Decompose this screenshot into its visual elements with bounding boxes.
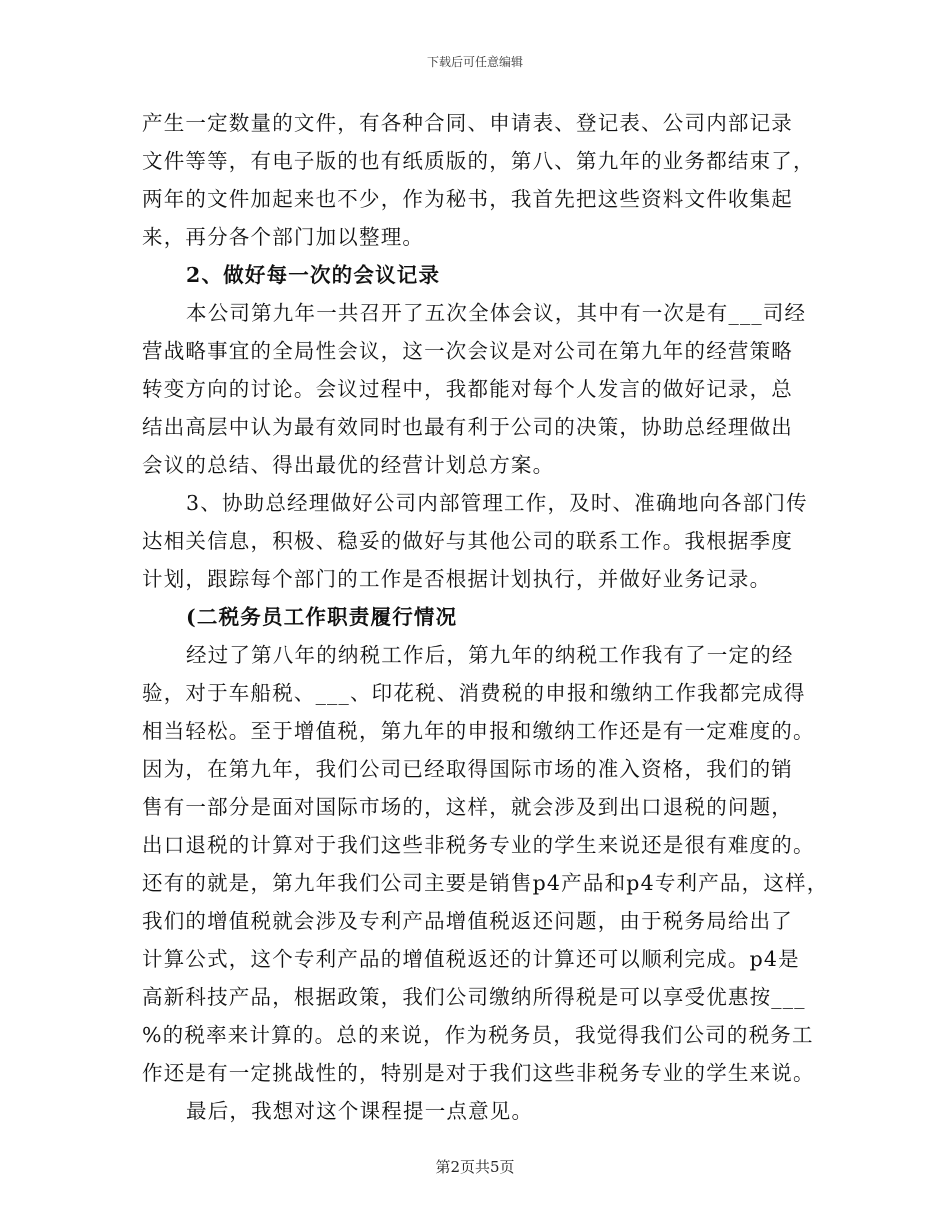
body-line: 结出高层中认为最有效同时也最有利于公司的决策，协助总经理做出 bbox=[142, 415, 793, 439]
body-line: 会议的总结、得出最优的经营计划总方案。 bbox=[142, 453, 555, 477]
body-line: 计划，跟踪每个部门的工作是否根据计划执行，并做好业务记录。 bbox=[142, 567, 772, 591]
body-line: 两年的文件加起来也不少，作为秘书，我首先把这些资料文件收集起 bbox=[142, 187, 793, 211]
body-line: 出口退税的计算对于我们这些非税务专业的学生来说还是很有难度的。 bbox=[142, 833, 815, 857]
body-line: 计算公式，这个专利产品的增值税返还的计算还可以顺利完成。p4是 bbox=[142, 947, 800, 971]
page-header-note: 下载后可任意编辑 bbox=[426, 55, 523, 69]
body-line: 本公司第九年一共召开了五次全体会议，其中有一次是有___司经 bbox=[186, 301, 807, 325]
section-heading-meeting-records: 2、做好每一次的会议记录 bbox=[186, 263, 441, 287]
body-line: 3、协助总经理做好公司内部管理工作，及时、准确地向各部门传 bbox=[186, 491, 808, 515]
body-line: 售有一部分是面对国际市场的，这样，就会涉及到出口退税的问题， bbox=[142, 795, 793, 819]
body-line: %的税率来计算的。总的来说，作为税务员，我觉得我们公司的税务工 bbox=[142, 1023, 814, 1047]
body-line: 经过了第八年的纳税工作后，第九年的纳税工作我有了一定的经 bbox=[186, 643, 794, 667]
body-line: 作还是有一定挑战性的，特别是对于我们这些非税务专业的学生来说。 bbox=[142, 1061, 815, 1085]
body-line: 相当轻松。至于增值税，第九年的申报和缴纳工作还是有一定难度的。 bbox=[142, 719, 815, 743]
body-line: 因为，在第九年，我们公司已经取得国际市场的准入资格，我们的销 bbox=[142, 757, 793, 781]
body-line: 达相关信息，积极、稳妥的做好与其他公司的联系工作。我根据季度 bbox=[142, 529, 793, 553]
body-line: 最后，我想对这个课程提一点意见。 bbox=[186, 1099, 534, 1123]
body-line: 验，对于车船税、___、印花税、消费税的申报和缴纳工作我都完成得 bbox=[142, 681, 806, 705]
page-number-footer: 第2页共5页 bbox=[435, 1158, 515, 1176]
body-line: 文件等等，有电子版的也有纸质版的，第八、第九年的业务都结束了， bbox=[142, 149, 815, 173]
body-line: 产生一定数量的文件，有各种合同、申请表、登记表、公司内部记录 bbox=[142, 111, 793, 135]
body-line: 转变方向的讨论。会议过程中，我都能对每个人发言的做好记录，总 bbox=[142, 377, 793, 401]
body-line: 还有的就是，第九年我们公司主要是销售p4产品和p4专利产品，这样， bbox=[142, 871, 829, 895]
document-body bbox=[142, 104, 828, 1130]
body-line: 我们的增值税就会涉及专利产品增值税返还问题，由于税务局给出了 bbox=[142, 909, 793, 933]
body-line: 来，再分各个部门加以整理。 bbox=[142, 225, 425, 249]
section-heading-tax-duties: (二税务员工作职责履行情况 bbox=[186, 605, 458, 629]
body-line: 高新科技产品，根据政策，我们公司缴纳所得税是可以享受优惠按___ bbox=[142, 985, 806, 1009]
body-line: 营战略事宜的全局性会议，这一次会议是对公司在第九年的经营策略 bbox=[142, 339, 793, 363]
